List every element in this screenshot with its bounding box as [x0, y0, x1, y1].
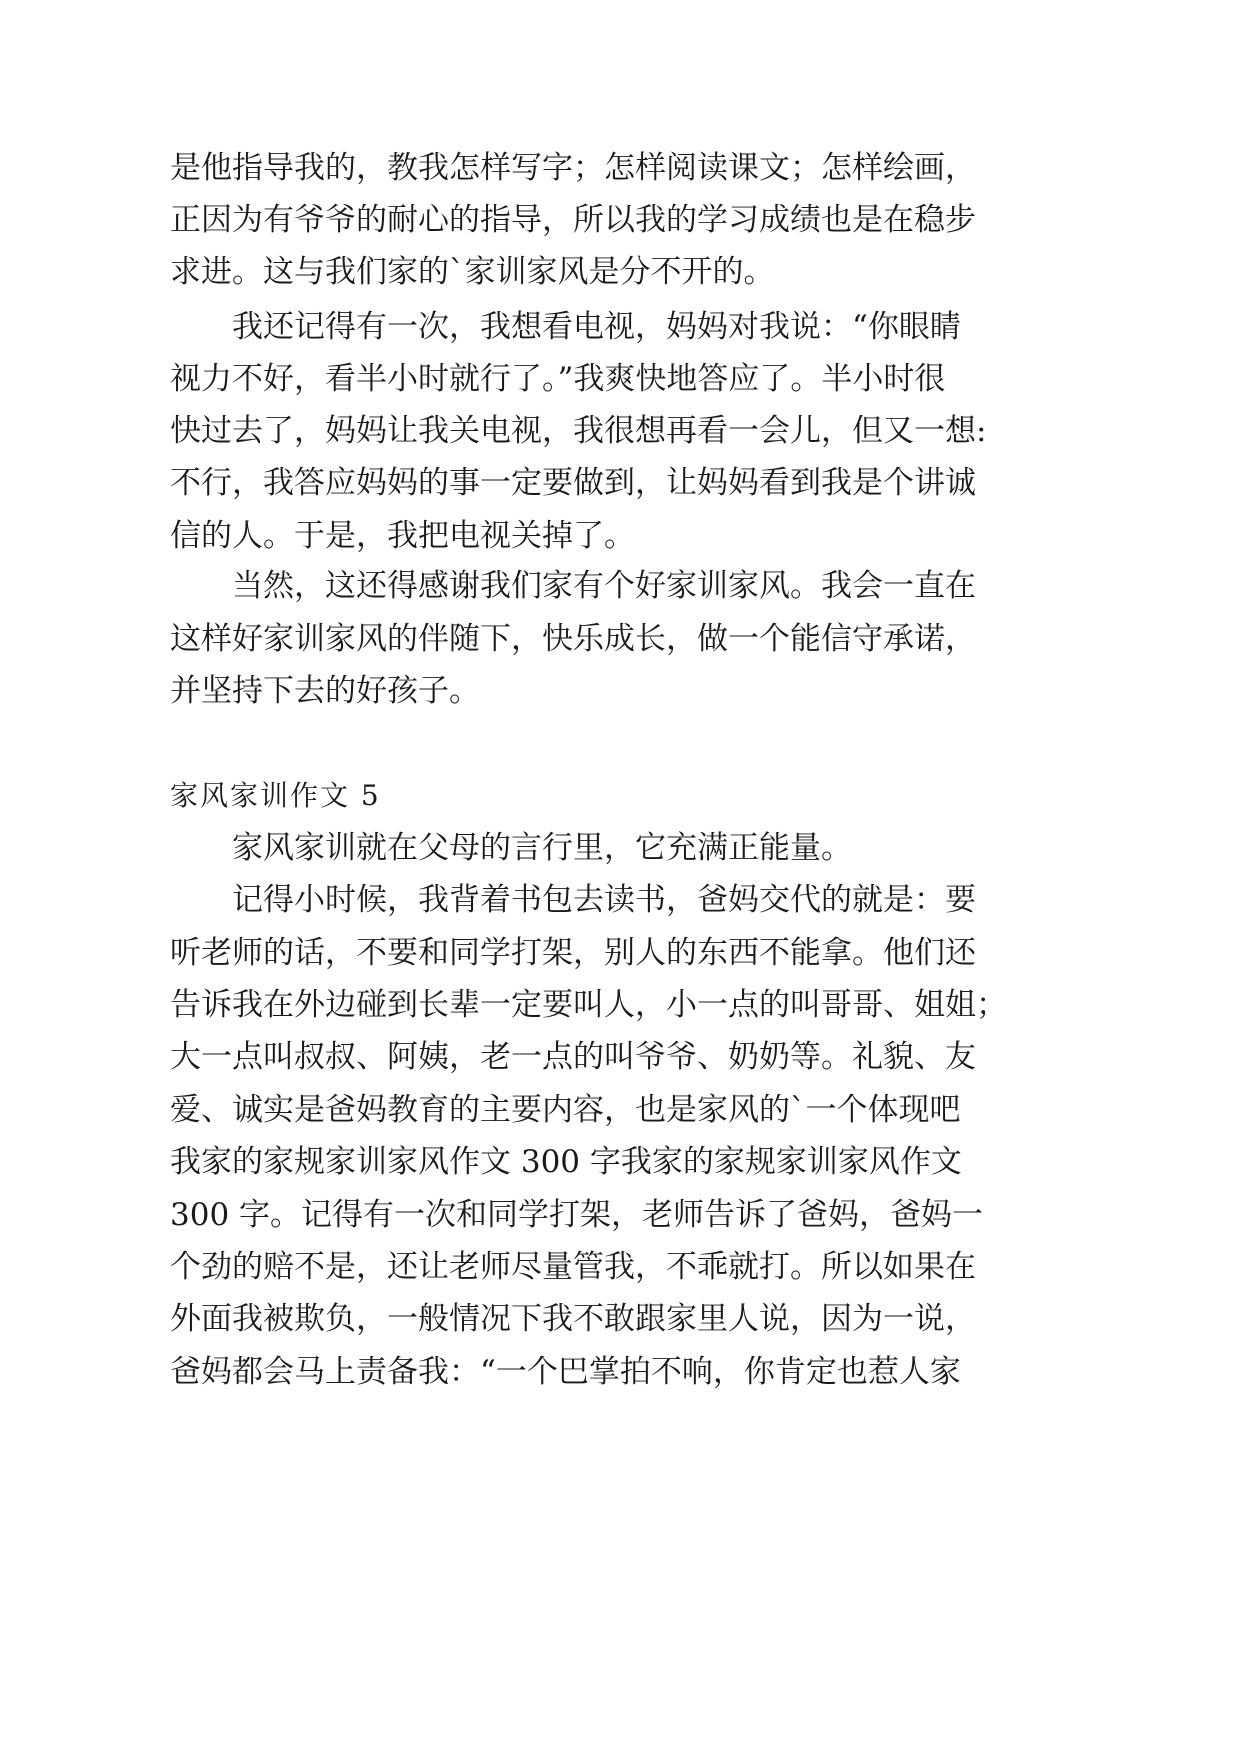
text-line: 大一点叫叔叔、阿姨，老一点的叫爷爷、奶奶等。礼貌、友 [170, 1039, 976, 1075]
text-line: 外面我被欺负，一般情况下我不敢跟家里人说，因为一说， [170, 1301, 976, 1337]
text-line: 爱、诚实是爸妈教育的主要内容，也是家风的`一个体现吧 [170, 1092, 961, 1128]
text-line: 爸妈都会马上责备我：“一个巴掌拍不响，你肯定也惹人家 [170, 1354, 961, 1390]
text-line: 300 字。记得有一次和同学打架，老师告诉了爸妈，爸妈一 [170, 1197, 984, 1233]
text-line: 记得小时候，我背着书包去读书，爸妈交代的就是：要 [232, 882, 976, 918]
text-line: 听老师的话，不要和同学打架，别人的东西不能拿。他们还 [170, 935, 976, 971]
text-line: 视力不好，看半小时就行了。”我爽快地答应了。半小时很 [170, 361, 946, 397]
text-line: 个劲的赔不是，还让老师尽量管我，不乖就打。所以如果在 [170, 1249, 976, 1285]
text-line: 正因为有爷爷的耐心的指导，所以我的学习成绩也是在稳步 [170, 202, 976, 238]
text-line: 家风家训就在父母的言行里，它充满正能量。 [232, 830, 852, 866]
text-line: 当然，这还得感谢我们家有个好家训家风。我会一直在 [232, 568, 976, 604]
text-line: 我还记得有一次，我想看电视，妈妈对我说：“你眼睛 [232, 309, 961, 345]
text-line: 求进。这与我们家的`家训家风是分不开的。 [170, 254, 775, 290]
section-title: 家风家训作文 5 [170, 779, 381, 812]
text-line: 信的人。于是，我把电视关掉了。 [170, 518, 635, 554]
text-line: 告诉我在外边碰到长辈一定要叫人，小一点的叫哥哥、姐姐； [170, 987, 1007, 1023]
text-line: 并坚持下去的好孩子。 [170, 673, 480, 709]
text-line: 快过去了，妈妈让我关电视，我很想再看一会儿，但又一想: [170, 413, 987, 449]
text-line: 是他指导我的，教我怎样写字；怎样阅读课文；怎样绘画， [170, 150, 976, 186]
text-line: 我家的家规家训家风作文 300 字我家的家规家训家风作文 [170, 1144, 962, 1180]
text-line: 不行，我答应妈妈的事一定要做到，让妈妈看到我是个讲诚 [170, 465, 976, 501]
text-line: 这样好家训家风的伴随下，快乐成长，做一个能信守承诺， [170, 621, 976, 657]
